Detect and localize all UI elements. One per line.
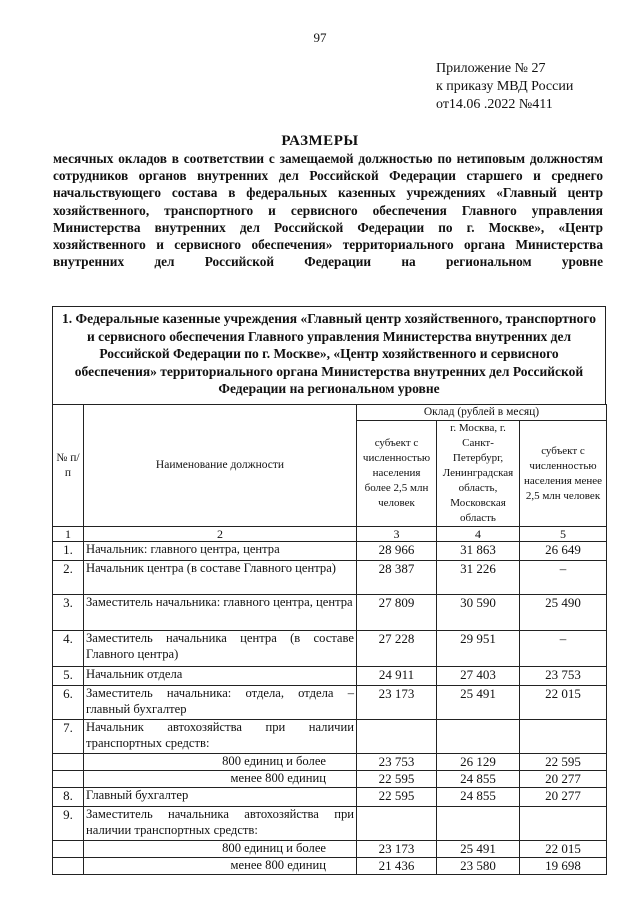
salary-value: 25 490	[520, 595, 607, 631]
salary-value: 25 491	[437, 686, 520, 720]
position-name: Заместитель начальника центра (в составе Главного центра)	[84, 631, 357, 667]
page-number: 97	[313, 30, 327, 45]
table-row	[53, 542, 607, 561]
row-number: 9.	[53, 807, 84, 841]
position-name: Заместитель начальника: отдела, отдела – главный бухгалтер	[84, 686, 357, 720]
salary-value: 31 863	[437, 542, 520, 561]
salary-value: 19 698	[520, 858, 607, 875]
row-number: 1.	[53, 542, 84, 561]
row-number: 8.	[53, 788, 84, 807]
row-number: 7.	[53, 720, 84, 754]
salary-value: 27 403	[437, 667, 520, 686]
table-row	[53, 771, 607, 788]
salary-value: 22 595	[357, 788, 437, 807]
position-name: Заместитель начальника автохозяйства при наличии транспортных средств:	[84, 807, 357, 841]
position-name: Главный бухгалтер	[84, 788, 357, 807]
salary-value	[437, 807, 520, 841]
position-name: менее 800 единиц	[84, 771, 357, 788]
row-number	[53, 771, 84, 788]
salary-value	[437, 720, 520, 754]
salary-value: 26 129	[437, 754, 520, 771]
appendix-line-1: Приложение № 27	[436, 61, 546, 76]
appendix-line-2: к приказу МВД России	[436, 79, 574, 94]
salary-value: 23 753	[357, 754, 437, 771]
row-number: 6.	[53, 686, 84, 720]
position-name: Начальник центра (в составе Главного центра)	[84, 561, 357, 595]
header-subject-over-2-5m: субъект с численностью населения более 2,5 млн человек	[357, 421, 437, 527]
row-number: 2.	[53, 561, 84, 595]
header-salary: Оклад (рублей в месяц)	[357, 405, 607, 421]
salary-value: 22 015	[520, 686, 607, 720]
column-number: 3	[357, 527, 437, 542]
table-row	[53, 720, 607, 754]
salary-value	[520, 807, 607, 841]
position-name: 800 единиц и более	[84, 754, 357, 771]
row-number: 3.	[53, 595, 84, 631]
header-number: № п/п	[53, 405, 84, 527]
salary-value: 24 855	[437, 771, 520, 788]
salary-value	[357, 720, 437, 754]
table-row	[53, 631, 607, 667]
row-number: 4.	[53, 631, 84, 667]
position-name: Начальник отдела	[84, 667, 357, 686]
salary-value: 28 387	[357, 561, 437, 595]
salary-value: 23 753	[520, 667, 607, 686]
position-name: Заместитель начальника: главного центра, центра	[84, 595, 357, 631]
row-number	[53, 754, 84, 771]
table-row	[53, 686, 607, 720]
salary-value: 29 951	[437, 631, 520, 667]
salary-value: 27 228	[357, 631, 437, 667]
salary-table	[52, 404, 607, 875]
salary-value: 24 911	[357, 667, 437, 686]
salary-value: –	[520, 561, 607, 595]
salary-value: 24 855	[437, 788, 520, 807]
column-number: 1	[53, 527, 84, 542]
column-number: 2	[84, 527, 357, 542]
document-subtitle: месячных окладов в соответствии с замещаемой должностью по нетиповым должностям сотрудников органов внутренних дел Российской Федерации старшего и среднего начальствующего состава в федеральных казенных учреждениях «Главный центр хозяйственного, транспортного и сервисного обеспечения Главного управления Министерства внутренних дел Российской Федерации по г. Москве», «Центр хозяйственного и сервисного обеспечения» территориального органа Министерства внутренних дел Российской Федерации на региональном уровне	[53, 151, 603, 270]
table-row	[53, 858, 607, 875]
salary-value: 23 580	[437, 858, 520, 875]
salary-value: –	[520, 631, 607, 667]
appendix-block	[436, 60, 573, 114]
header-position-name: Наименование должности	[84, 405, 357, 527]
table-row	[53, 841, 607, 858]
row-number	[53, 858, 84, 875]
salary-value: 22 595	[357, 771, 437, 788]
appendix-line-3: от14.06 .2022 №411	[436, 97, 553, 112]
table-row	[53, 754, 607, 771]
salary-value: 26 649	[520, 542, 607, 561]
salary-value: 20 277	[520, 771, 607, 788]
salary-value: 23 173	[357, 841, 437, 858]
header-subject-under-2-5m: субъект с численностью населения менее 2,5 млн человек	[520, 421, 607, 527]
column-number: 5	[520, 527, 607, 542]
document-title: РАЗМЕРЫ	[281, 133, 359, 149]
position-name: Начальник автохозяйства при наличии транспортных средств:	[84, 720, 357, 754]
salary-value: 20 277	[520, 788, 607, 807]
salary-value: 22 595	[520, 754, 607, 771]
row-number	[53, 841, 84, 858]
position-name: 800 единиц и более	[84, 841, 357, 858]
salary-value: 28 966	[357, 542, 437, 561]
salary-value: 22 015	[520, 841, 607, 858]
salary-value: 31 226	[437, 561, 520, 595]
salary-value	[520, 720, 607, 754]
salary-value: 25 491	[437, 841, 520, 858]
header-moscow-spb: г. Москва, г. Санкт-Петербург, Ленинградская область, Московская область	[437, 421, 520, 527]
salary-value: 27 809	[357, 595, 437, 631]
salary-value: 23 173	[357, 686, 437, 720]
table-row	[53, 807, 607, 841]
section-title: 1. Федеральные казенные учреждения «Главный центр хозяйственного, транспортного и сервисного обеспечения Главного управления Министерства внутренних дел Российской Федерации по г. Москве», «Центр хозяйственного и сервисного обеспечения» территориального органа Министерства внутренних дел Российской Федерации на региональном уровне	[52, 306, 606, 404]
position-name: Начальник: главного центра, центра	[84, 542, 357, 561]
table-row	[53, 595, 607, 631]
salary-value	[357, 807, 437, 841]
column-numbers-row	[53, 527, 607, 542]
column-number: 4	[437, 527, 520, 542]
table-row	[53, 667, 607, 686]
table-row	[53, 788, 607, 807]
row-number: 5.	[53, 667, 84, 686]
salary-value: 30 590	[437, 595, 520, 631]
salary-value: 21 436	[357, 858, 437, 875]
position-name: менее 800 единиц	[84, 858, 357, 875]
table-row	[53, 561, 607, 595]
